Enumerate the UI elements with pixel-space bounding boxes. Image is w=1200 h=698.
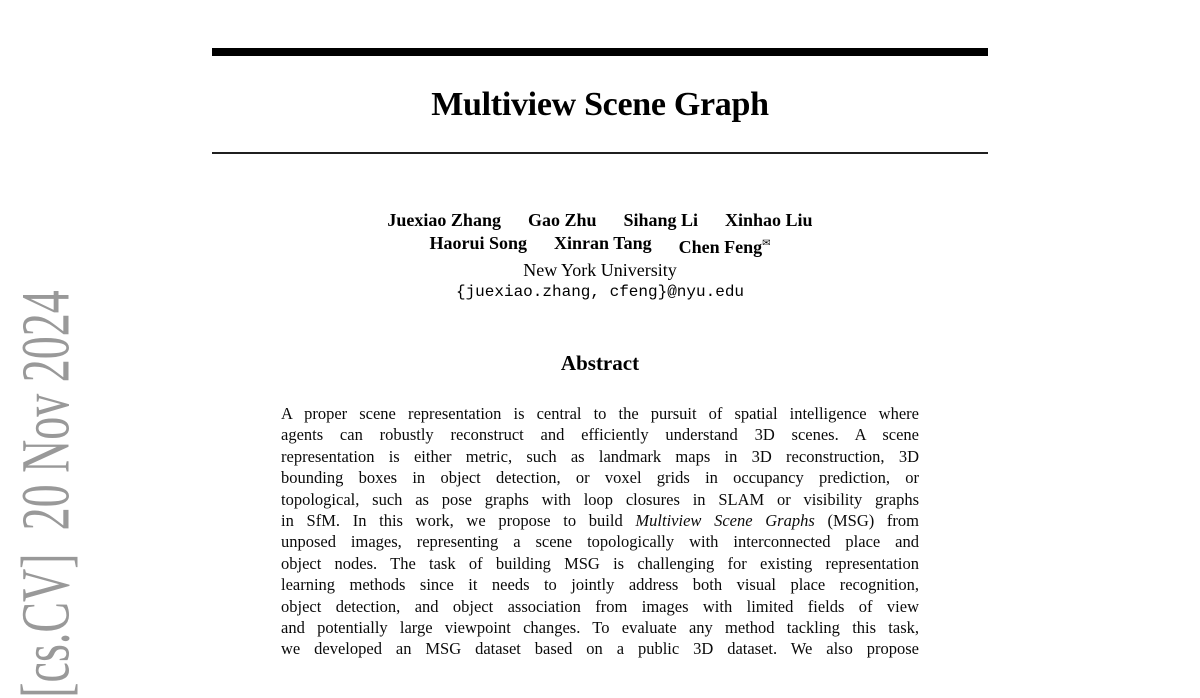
- abstract-line: learning methods since it needs to jointly address both visual place recognition,: [281, 575, 919, 595]
- author-name: Xinhao Liu: [725, 210, 813, 230]
- abstract-line: unposed images, representing a scene topologically with interconnected place and: [281, 532, 919, 552]
- author-row-1: [212, 209, 988, 232]
- abstract-line: object detection, and object association from images with limited fields of view: [281, 596, 919, 616]
- abstract-italic-term: Multiview Scene Graphs: [635, 510, 815, 530]
- abstract-line: representation is either metric, such as landmark maps in 3D reconstruction, 3D: [281, 446, 919, 466]
- author-name: Chen Feng: [678, 237, 763, 257]
- author-row-2: [212, 232, 988, 259]
- arxiv-stamp-watermark: [cs.CV] 20 Nov 2024: [7, 290, 84, 698]
- title-rule-bottom: [212, 152, 988, 154]
- author-name: Haorui Song: [429, 233, 528, 253]
- abstract-line: bounding boxes in object detection, or voxel grids in occupancy prediction, or: [281, 468, 919, 488]
- author-emails: {juexiao.zhang, cfeng}@nyu.edu: [455, 283, 745, 301]
- author-block: [212, 209, 988, 303]
- abstract-line: A proper scene representation is central to the pursuit of spatial intelligence where: [281, 404, 919, 423]
- abstract-line: and potentially large viewpoint changes. To evaluate any method tackling this task,: [281, 617, 919, 637]
- author-name: Xinran Tang: [554, 233, 652, 253]
- abstract-text: (MSG) from: [814, 510, 919, 530]
- paper-title: Multiview Scene Graph: [431, 86, 769, 123]
- title-rule-top: [212, 48, 988, 56]
- abstract-line: agents can robustly reconstruct and efficiently understand 3D scenes. A scene: [281, 425, 919, 445]
- abstract-line-cutoff: we developed an MSG dataset based on a public 3D dataset. We also propose: [281, 639, 919, 659]
- abstract-line: topological, such as pose graphs with loop closures in SLAM or visibility graphs: [281, 489, 919, 509]
- author-name: Gao Zhu: [527, 210, 597, 230]
- author-name: Juexiao Zhang: [387, 210, 501, 230]
- affiliation: New York University: [523, 260, 677, 280]
- abstract-text: in SfM. In this work, we propose to build: [281, 510, 636, 530]
- abstract-heading: Abstract: [560, 351, 640, 375]
- corresponding-author-envelope-icon: ✉: [762, 238, 771, 249]
- abstract-body: [281, 403, 919, 660]
- author-name-corresponding: [679, 232, 771, 259]
- abstract-line-with-italic: [281, 510, 919, 531]
- abstract-line: object nodes. The task of building MSG is challenging for existing representation: [281, 553, 919, 573]
- author-name: Sihang Li: [623, 210, 699, 230]
